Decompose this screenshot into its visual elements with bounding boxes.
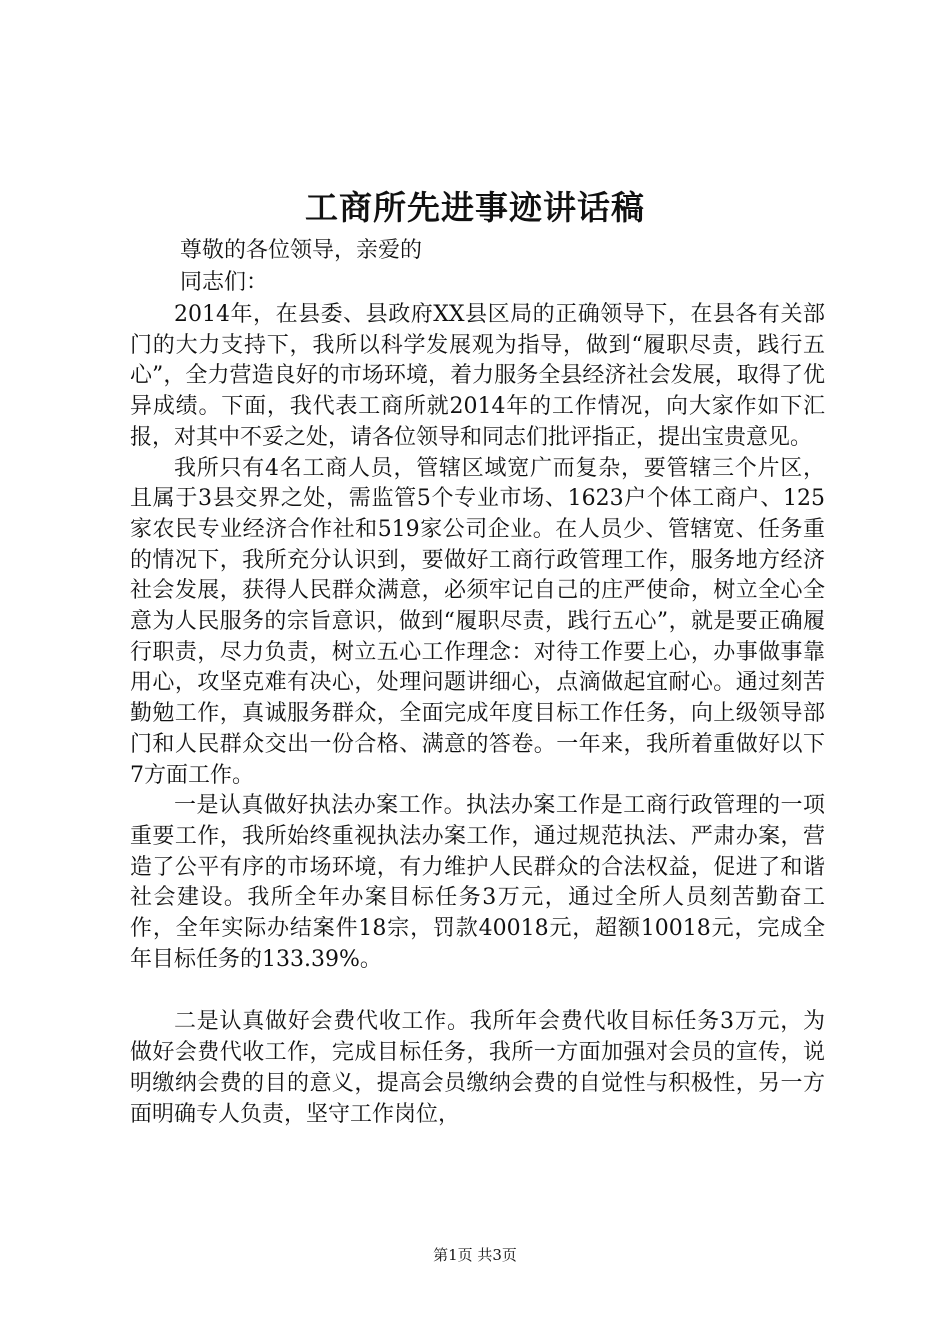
paragraph-law-enforcement: 一是认真做好执法办案工作。执法办案工作是工商行政管理的一项重要工作，我所始终重视执法办案工作，通过规范执法、严肃办案，营造了公平有序的市场环境，有力维护人民群众的合法权益，促进了和谐社会建设。我所全年办案目标任务3万元，通过全所人员刻苦勤奋工作，全年实际办结案件18宗，罚款40018元，超额10018元，完成全年目标任务的133.39%。 [130,793,825,972]
salutation-line-1: 尊敬的各位领导，亲爱的 [180,238,423,263]
paragraph-intro: 2014年，在县委、县政府XX县区局的正确领导下，在县各有关部门的大力支持下，我所以科学发展观为指导，做到“履职尽责，践行五心”，全力营造良好的市场环境，着力服务全县经济社会发展，取得了优异成绩。下面，我代表工商所就2014年的工作情况，向大家作如下汇报，对其中不妥之处，请各位领导和同志们批评指正，提出宝贵意见。 [130,302,825,450]
document-title: 工商所先进事迹讲话稿 [305,188,645,227]
paragraph-overview: 我所只有4名工商人员，管辖区域宽广而复杂，要管辖三个片区，且属于3县交界之处，需监管5个专业市场、1623户个体工商户、125家农民专业经济合作社和519家公司企业。在人员少、管辖宽、任务重的情况下，我所充分认识到，要做好工商行政管理工作，服务地方经济社会发展，获得人民群众满意，必须牢记自己的庄严使命，树立全心全意为人民服务的宗旨意识，做到“履职尽责，践行五心”，就是要正确履行职责，尽力负责，树立五心工作理念：对待工作要上心，办事做事靠用心，攻坚克难有决心，处理问题讲细心，点滴做起宜耐心。通过刻苦勤勉工作，真诚服务群众，全面完成年度目标工作任务，向上级领导部门和人民群众交出一份合格、满意的答卷。一年来，我所着重做好以下7方面工作。 [130,455,825,788]
page-footer: 第1页 共3页 [433,1246,517,1264]
document-body [130,300,825,1130]
salutation-line-2: 同志们： [180,270,269,295]
paragraph-fee-collection: 二是认真做好会费代收工作。我所年会费代收目标任务3万元，为做好会费代收工作，完成目标任务，我所一方面加强对会员的宣传，说明缴纳会费的目的意义，提高会员缴纳会费的自觉性与积极性，另一方面明确专人负责，坚守工作岗位， [130,1009,825,1127]
